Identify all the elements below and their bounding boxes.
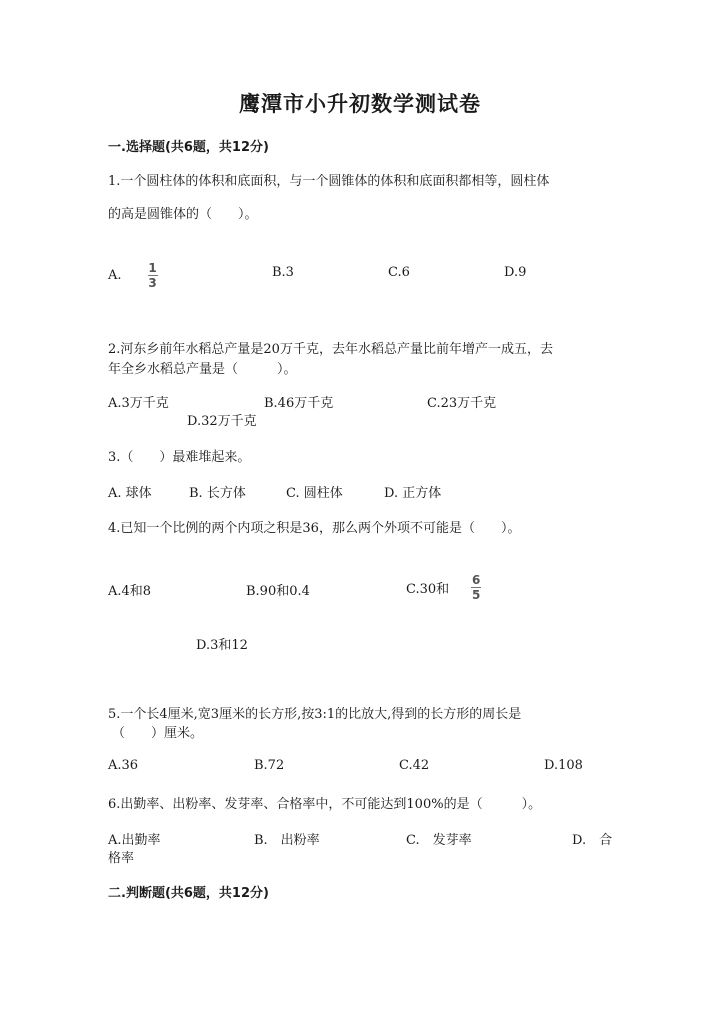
question-2-option-b: B.46万千克	[264, 396, 334, 411]
option-a-label: A.	[108, 268, 122, 283]
question-3-option-a: A. 球体	[108, 486, 152, 501]
question-5-text-line2: （ ）厘米。	[112, 726, 204, 741]
question-3-option-c: C. 圆柱体	[286, 486, 343, 501]
question-1-option-c: C.6	[388, 265, 410, 280]
question-6-option-c: C. 发芽率	[406, 833, 472, 848]
section-heading-judgment: 二.判断题(共6题，共12分)	[108, 886, 269, 901]
question-2-text-line2: 年全乡水稻总产量是（ ）。	[108, 362, 297, 377]
question-1-text-line2: 的高是圆锥体的（ ）。	[108, 207, 258, 222]
section-heading-choice: 一.选择题(共6题，共12分)	[108, 140, 269, 155]
question-4-option-b: B.90和0.4	[246, 584, 310, 599]
question-2-option-d: D.32万千克	[187, 414, 257, 429]
fraction-numerator: 6	[471, 573, 481, 587]
fraction-denominator: 5	[471, 588, 481, 602]
question-1-option-a	[108, 262, 158, 289]
question-1-option-b: B.3	[272, 265, 294, 280]
fraction-six-fifths	[471, 574, 481, 601]
question-1-text-line1: 1.一个圆柱体的体积和底面积，与一个圆锥体的体积和底面积都相等，圆柱体	[108, 174, 550, 189]
question-5-option-d: D.108	[544, 758, 583, 773]
fraction-one-third	[148, 262, 158, 289]
question-4-option-a: A.4和8	[108, 584, 152, 599]
question-3-option-b: B. 长方体	[189, 486, 246, 501]
question-2-option-a: A.3万千克	[108, 396, 169, 411]
fraction-numerator: 1	[148, 261, 157, 275]
question-1-option-d: D.9	[504, 265, 527, 280]
question-3-text: 3.（ ）最难堆起来。	[108, 450, 251, 465]
question-5-option-c: C.42	[399, 758, 430, 773]
question-6-option-d-wrap: 格率	[108, 851, 135, 866]
question-6-option-a: A.出勤率	[108, 833, 161, 848]
question-4-text: 4.已知一个比例的两个内项之积是36，那么两个外项不可能是（ ）。	[108, 521, 521, 536]
question-6-option-d: D. 合	[572, 833, 613, 848]
question-4-option-d: D.3和12	[196, 638, 248, 653]
page-title: 鹰潭市小升初数学测试卷	[239, 91, 481, 116]
question-6-option-b: B. 出粉率	[254, 833, 320, 848]
option-c-label: C.30和	[406, 582, 450, 597]
question-5-option-a: A.36	[108, 758, 139, 773]
question-2-option-c: C.23万千克	[427, 396, 497, 411]
question-4-option-c	[406, 574, 481, 601]
question-5-text-line1: 5.一个长4厘米,宽3厘米的长方形,按3:1的比放大,得到的长方形的周长是	[108, 707, 522, 722]
fraction-denominator: 3	[148, 276, 157, 290]
question-2-text-line1: 2.河东乡前年水稻总产量是20万千克，去年水稻总产量比前年增产一成五，去	[108, 342, 553, 357]
question-6-text: 6.出勤率、出粉率、发芽率、合格率中，不可能达到100%的是（ ）。	[108, 797, 542, 812]
question-3-option-d: D. 正方体	[384, 486, 442, 501]
question-5-option-b: B.72	[254, 758, 285, 773]
